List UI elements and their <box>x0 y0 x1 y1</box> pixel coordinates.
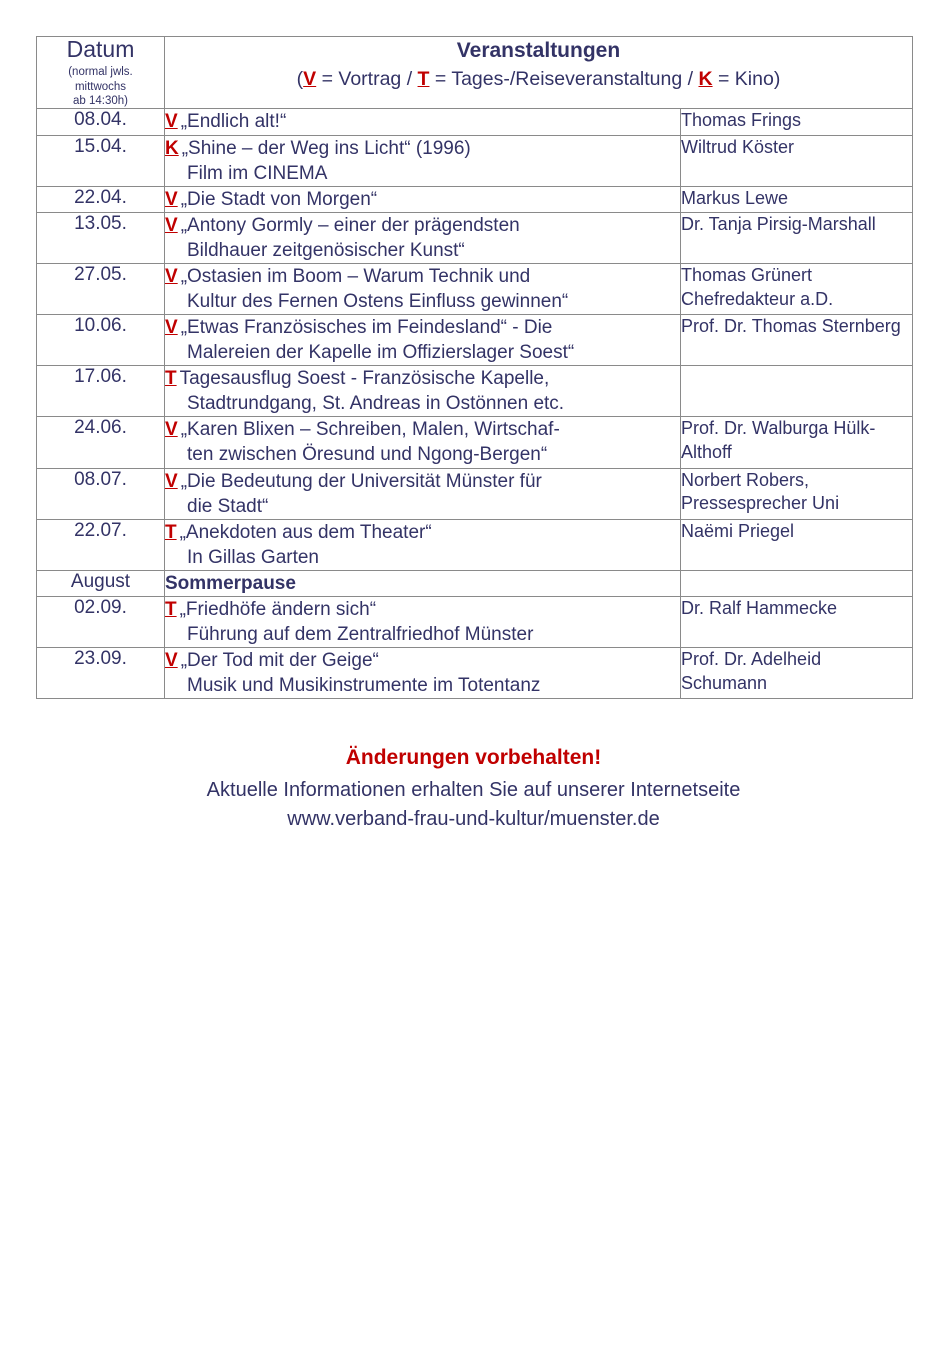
table-row <box>37 212 913 263</box>
row-event-line-2: Musik und Musikinstrumente im Totentanz <box>187 675 541 697</box>
table-row <box>37 263 913 314</box>
row-event-line-1: „Antony Gormly – einer der prägendsten <box>180 214 520 236</box>
table-header <box>37 37 913 109</box>
row-event <box>165 263 681 314</box>
row-event-line-2: Film im CINEMA <box>187 162 328 184</box>
row-tag: V <box>165 265 178 287</box>
legend-text-v: = Vortrag / <box>316 68 418 91</box>
row-tag: V <box>165 214 178 236</box>
row-person: Thomas Frings <box>681 109 913 135</box>
row-event-line-1: „Anekdoten aus dem Theater“ <box>179 521 432 543</box>
table-row <box>37 417 913 468</box>
row-event-line-2: Führung auf dem Zentralfriedhof Münster <box>187 623 534 645</box>
row-date: 23.09. <box>37 648 165 699</box>
row-event <box>165 366 681 417</box>
row-event-line-2: Malereien der Kapelle im Offizierslager Soest“ <box>187 342 575 364</box>
row-person: Norbert Robers, Pressesprecher Uni <box>681 468 913 519</box>
footer-warning: Änderungen vorbehalten! <box>345 746 602 770</box>
row-event-line-2: Kultur des Fernen Ostens Einfluss gewinnen“ <box>187 290 569 312</box>
table-row <box>37 648 913 699</box>
row-date: 15.04. <box>37 135 165 186</box>
row-tag: T <box>165 521 177 543</box>
row-event <box>165 648 681 699</box>
row-event-line-1: „Friedhöfe ändern sich“ <box>179 598 377 620</box>
row-date: 22.07. <box>37 519 165 570</box>
table-row <box>37 135 913 186</box>
date-subtitle-line-1: (normal jwls. <box>68 66 133 79</box>
column-header-date-title: Datum <box>66 36 135 62</box>
footer <box>36 743 911 833</box>
row-date: 24.06. <box>37 417 165 468</box>
row-event <box>165 417 681 468</box>
row-person: Prof. Dr. Thomas Sternberg <box>681 315 913 366</box>
row-event-line-1: „Endlich alt!“ <box>180 111 287 133</box>
row-tag: K <box>165 137 179 159</box>
table-row <box>37 570 913 596</box>
table-row <box>37 596 913 647</box>
legend-prefix: ( <box>296 68 304 91</box>
row-event-line-1: Tagesausflug Soest - Französische Kapelle, <box>179 368 550 390</box>
schedule-table <box>36 36 913 699</box>
row-event <box>165 212 681 263</box>
row-date: 22.04. <box>37 186 165 212</box>
row-tag: T <box>165 368 177 390</box>
row-event-line-1: „Karen Blixen – Schreiben, Malen, Wirtschaf- <box>180 419 560 441</box>
row-event <box>165 570 681 596</box>
footer-info: Aktuelle Informationen erhalten Sie auf unserer Internetseite <box>206 778 741 801</box>
row-event-line-1: „Etwas Französisches im Feindesland“ - Die <box>180 317 553 339</box>
legend-key-v: V <box>303 68 317 91</box>
row-event <box>165 315 681 366</box>
row-person: Prof. Dr. Adelheid Schumann <box>681 648 913 699</box>
column-header-events-legend <box>165 67 912 92</box>
column-header-date-subtitle <box>37 65 164 108</box>
row-tag: V <box>165 111 178 133</box>
column-header-date <box>37 37 165 109</box>
row-event-line-2: In Gillas Garten <box>187 546 319 568</box>
row-person: Markus Lewe <box>681 186 913 212</box>
row-person: Prof. Dr. Walburga Hülk-Althoff <box>681 417 913 468</box>
row-person <box>681 366 913 417</box>
row-event <box>165 519 681 570</box>
row-event-line-1: „Der Tod mit der Geige“ <box>180 650 379 672</box>
row-event <box>165 109 681 135</box>
row-tag: V <box>165 650 178 672</box>
row-date: 13.05. <box>37 212 165 263</box>
table-row <box>37 519 913 570</box>
row-date: 08.07. <box>37 468 165 519</box>
row-event-line-1: „Shine – der Weg ins Licht“ (1996) <box>181 137 471 159</box>
row-person: Naёmi Priegel <box>681 519 913 570</box>
row-event <box>165 468 681 519</box>
row-tag: V <box>165 470 178 492</box>
row-tag: V <box>165 419 178 441</box>
row-event-line-1: „Die Stadt von Morgen“ <box>180 188 378 210</box>
row-event-line-1: Sommerpause <box>165 572 296 594</box>
row-person: Wiltrud Köster <box>681 135 913 186</box>
legend-text-t: = Tages-/Reiseveranstaltung / <box>429 68 699 91</box>
row-date: 10.06. <box>37 315 165 366</box>
row-person <box>681 570 913 596</box>
row-event-line-1: „Die Bedeutung der Universität Münster für <box>180 470 542 492</box>
row-person: Dr. Tanja Pirsig-Marshall <box>681 212 913 263</box>
column-header-events <box>165 37 913 109</box>
row-date: August <box>37 570 165 596</box>
table-row <box>37 109 913 135</box>
legend-text-k: = Kino) <box>712 68 781 91</box>
legend-key-t: T <box>417 68 430 91</box>
table-row <box>37 366 913 417</box>
row-event-line-2: die Stadt“ <box>187 495 269 517</box>
row-person: Thomas Grünert Chefredakteur a.D. <box>681 263 913 314</box>
row-date: 27.05. <box>37 263 165 314</box>
row-date: 08.04. <box>37 109 165 135</box>
row-event-line-2: ten zwischen Öresund und Ngong-Bergen“ <box>187 444 548 466</box>
column-header-events-title: Veranstaltungen <box>456 39 621 62</box>
row-event-line-1: „Ostasien im Boom – Warum Technik und <box>180 265 531 287</box>
row-event-line-2: Bildhauer zeitgenösischer Kunst“ <box>187 239 465 261</box>
table-row <box>37 468 913 519</box>
row-event-line-2: Stadtrundgang, St. Andreas in Ostönnen etc. <box>187 393 565 415</box>
row-tag: V <box>165 188 178 210</box>
date-subtitle-line-3: ab 14:30h) <box>73 95 128 108</box>
row-event <box>165 186 681 212</box>
table-row <box>37 315 913 366</box>
table-body <box>37 109 913 699</box>
row-date: 02.09. <box>37 596 165 647</box>
row-date: 17.06. <box>37 366 165 417</box>
row-event <box>165 135 681 186</box>
table-row <box>37 186 913 212</box>
row-tag: V <box>165 317 178 339</box>
footer-url[interactable]: www.verband-frau-und-kultur/muenster.de <box>287 807 660 830</box>
row-tag: T <box>165 598 177 620</box>
legend-key-k: K <box>698 68 713 91</box>
date-subtitle-line-2: mittwochs <box>74 80 127 93</box>
row-person: Dr. Ralf Hammecke <box>681 596 913 647</box>
row-event <box>165 596 681 647</box>
